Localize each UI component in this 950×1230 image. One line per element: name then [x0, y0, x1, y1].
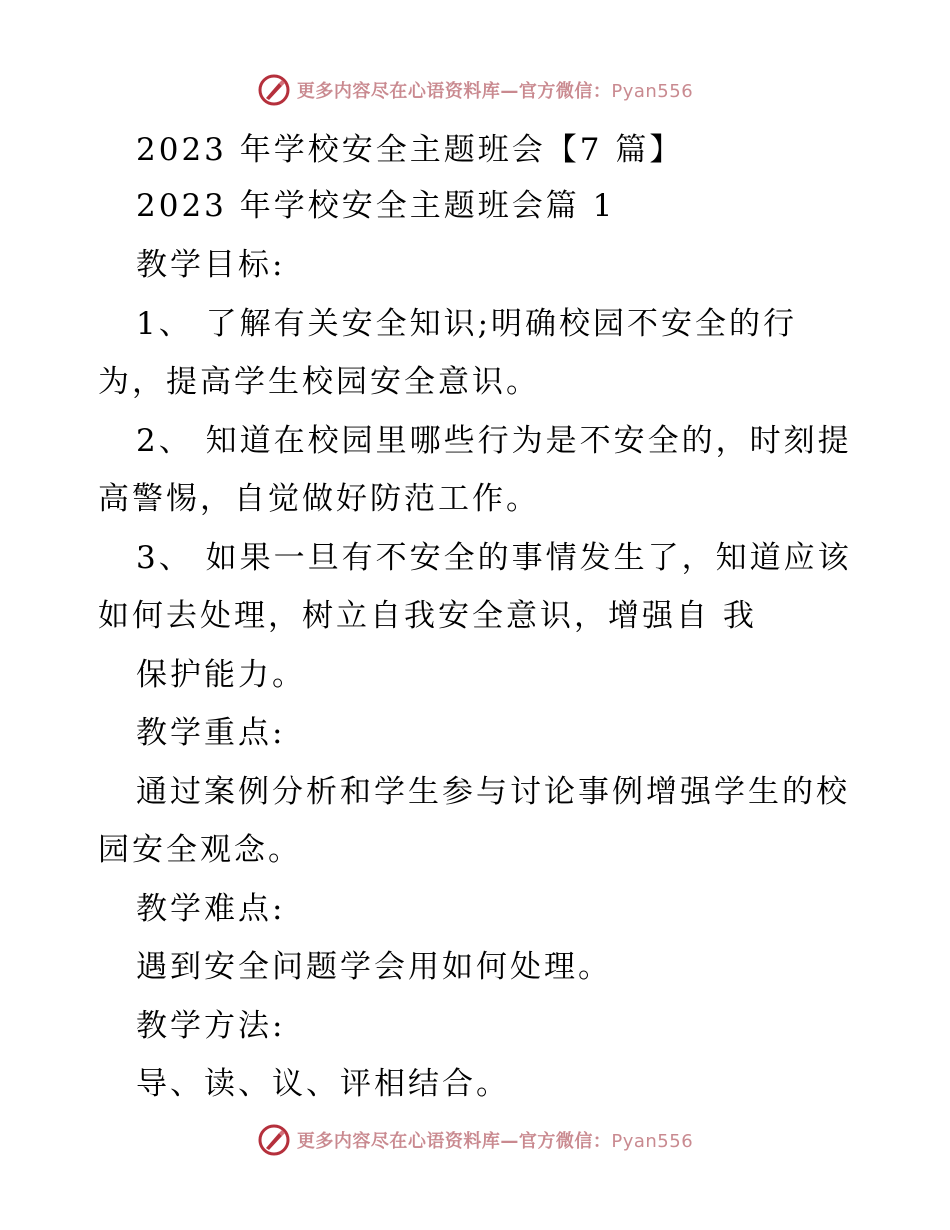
label-teaching-difficulty: 教学难点: — [136, 891, 286, 927]
goal-1-line-2: 为，提高学生校园安全意识。 — [98, 364, 540, 400]
label-teaching-method: 教学方法: — [136, 1008, 286, 1044]
goal-2-line-2: 高警惕，自觉做好防范工作。 — [98, 481, 540, 517]
method-line: 导、读、议、评相结合。 — [136, 1066, 510, 1102]
label-teaching-focus: 教学重点: — [136, 715, 286, 751]
label-teaching-goals: 教学目标: — [136, 247, 286, 283]
goal-3-line-2: 如何去处理，树立自我安全意识，增强自 我 — [98, 598, 757, 634]
pen-circle-logo-icon — [257, 1123, 291, 1157]
focus-line-1: 通过案例分析和学生参与讨论事例增强学生的校 — [136, 774, 850, 810]
footer-watermark — [0, 1120, 950, 1160]
section-heading: 2023 年学校安全主题班会篇 1 — [136, 188, 616, 224]
goal-3-line-1: 3、 如果一旦有不安全的事情发生了，知道应该 — [136, 540, 852, 576]
document-title: 2023 年学校安全主题班会【7 篇】 — [136, 132, 684, 168]
goal-3-line-3: 保护能力。 — [136, 657, 306, 693]
watermark-text: 更多内容尽在心语资料库—官方微信：Pyan556 — [296, 1131, 694, 1152]
difficulty-line: 遇到安全问题学会用如何处理。 — [136, 949, 612, 985]
goal-2-line-1: 2、 知道在校园里哪些行为是不安全的，时刻提 — [136, 423, 852, 459]
watermark-text: 更多内容尽在心语资料库—官方微信：Pyan556 — [296, 81, 694, 102]
goal-1-line-1: 1、 了解有关安全知识;明确校园不安全的行 — [136, 306, 798, 342]
focus-line-2: 园安全观念。 — [98, 832, 302, 868]
pen-circle-logo-icon — [257, 73, 291, 107]
header-watermark — [0, 70, 950, 110]
